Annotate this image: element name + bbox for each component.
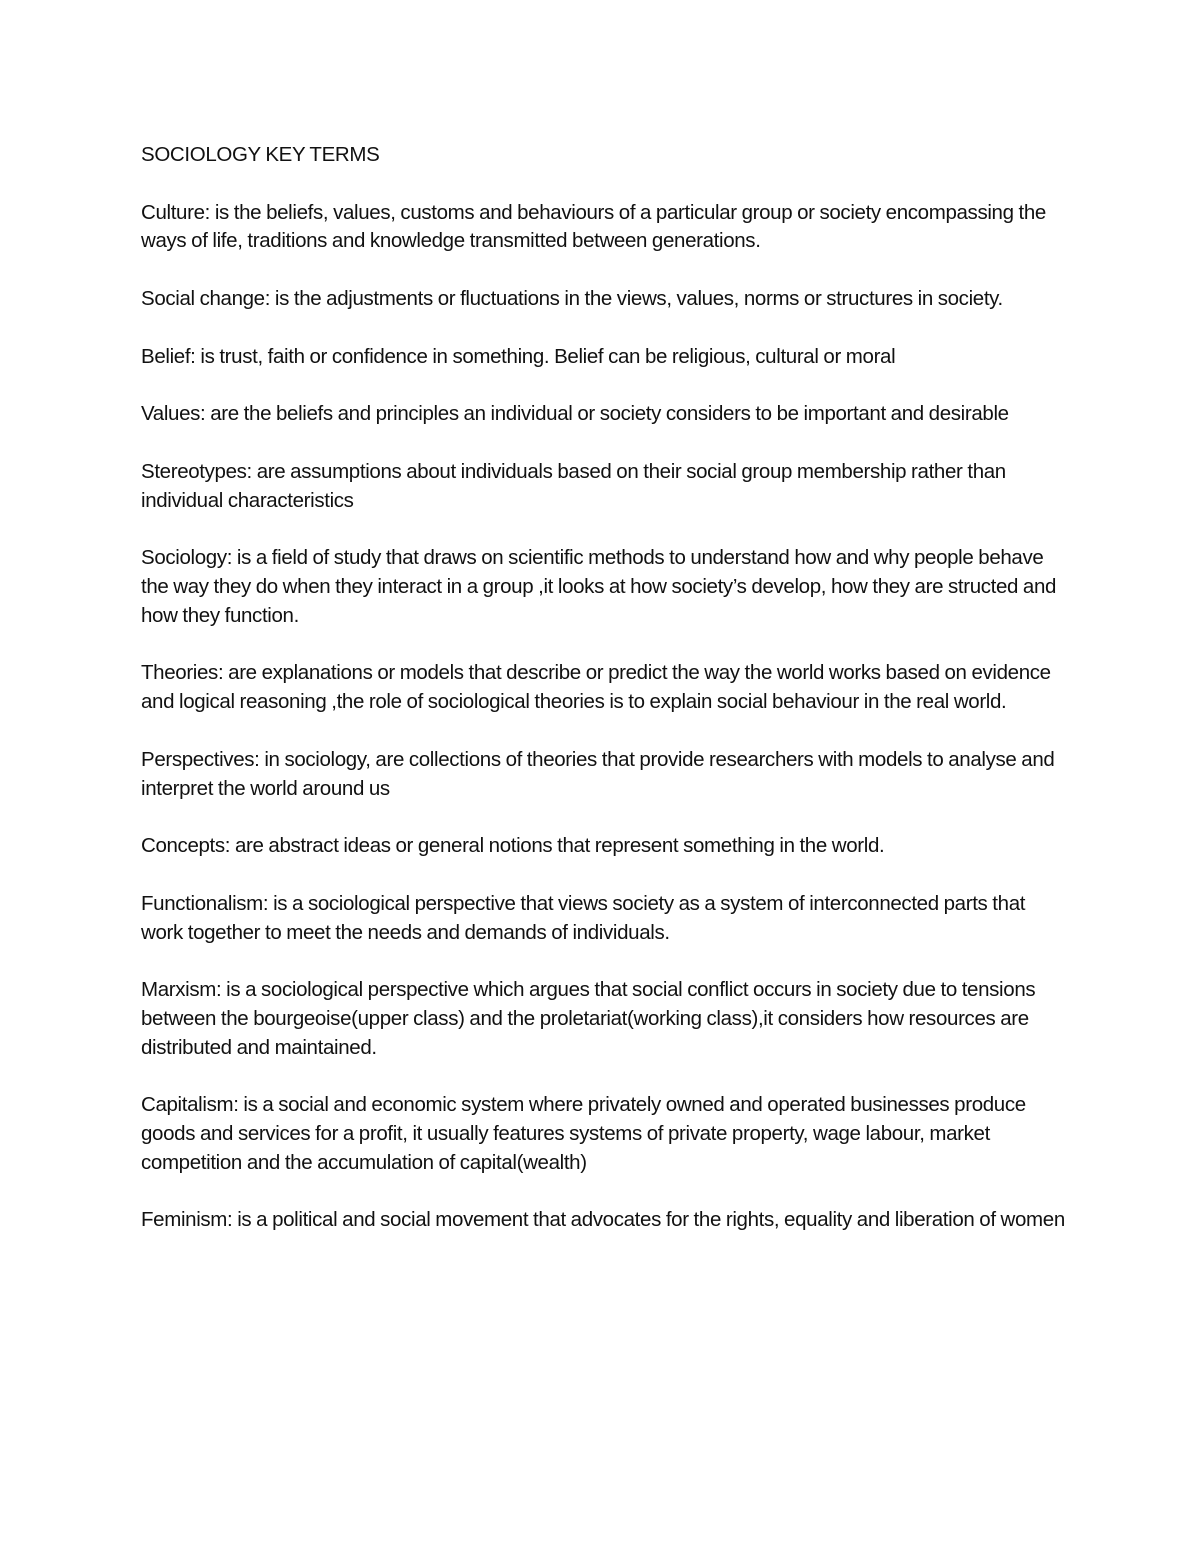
- definition-sociology: Sociology: is a field of study that draws on scientific methods to understand how and why people behave the way they do when they interact in a group ,it looks at how society’s develop, how they are structed and how they function.: [141, 546, 1057, 627]
- definition-stereotypes: Stereotypes: are assumptions about individuals based on their social group membership rather than individual characteristics: [141, 459, 1006, 512]
- definition-values: Values: are the beliefs and principles an individual or society considers to be important and desirable: [141, 402, 1009, 426]
- definition-functionalism: Functionalism: is a sociological perspective that views society as a system of interconnected parts that work together to meet the needs and demands of individuals.: [141, 891, 1026, 944]
- document-page: [141, 141, 1071, 1235]
- definition-marxism: Marxism: is a sociological perspective which argues that social conflict occurs in society due to tensions between the bourgeoise(upper class) and the proletariat(working class),it considers how resources are distributed and maintained.: [141, 978, 1036, 1059]
- definition-social-change: Social change: is the adjustments or fluctuations in the views, values, norms or structures in society.: [141, 286, 1003, 310]
- definition-theories: Theories: are explanations or models that describe or predict the way the world works based on evidence and logical reasoning ,the role of sociological theories is to explain social behaviour in the real world.: [141, 661, 1051, 714]
- definition-belief: Belief: is trust, faith or confidence in something. Belief can be religious, cultural or moral: [141, 344, 896, 368]
- definition-feminism: Feminism: is a political and social movement that advocates for the rights, equality and liberation of women: [141, 1208, 1065, 1232]
- page-title: SOCIOLOGY KEY TERMS: [141, 143, 380, 166]
- definition-perspectives: Perspectives: in sociology, are collections of theories that provide researchers with models to analyse and interpret the world around us: [141, 747, 1055, 800]
- definition-concepts: Concepts: are abstract ideas or general notions that represent something in the world.: [141, 834, 885, 858]
- definition-capitalism: Capitalism: is a social and economic system where privately owned and operated businesses produce goods and services for a profit, it usually features systems of private property, wage labour, market competition and the accumulation of capital(wealth): [141, 1093, 1026, 1174]
- definition-culture: Culture: is the beliefs, values, customs and behaviours of a particular group or society encompassing the ways of life, traditions and knowledge transmitted between generations.: [141, 200, 1046, 253]
